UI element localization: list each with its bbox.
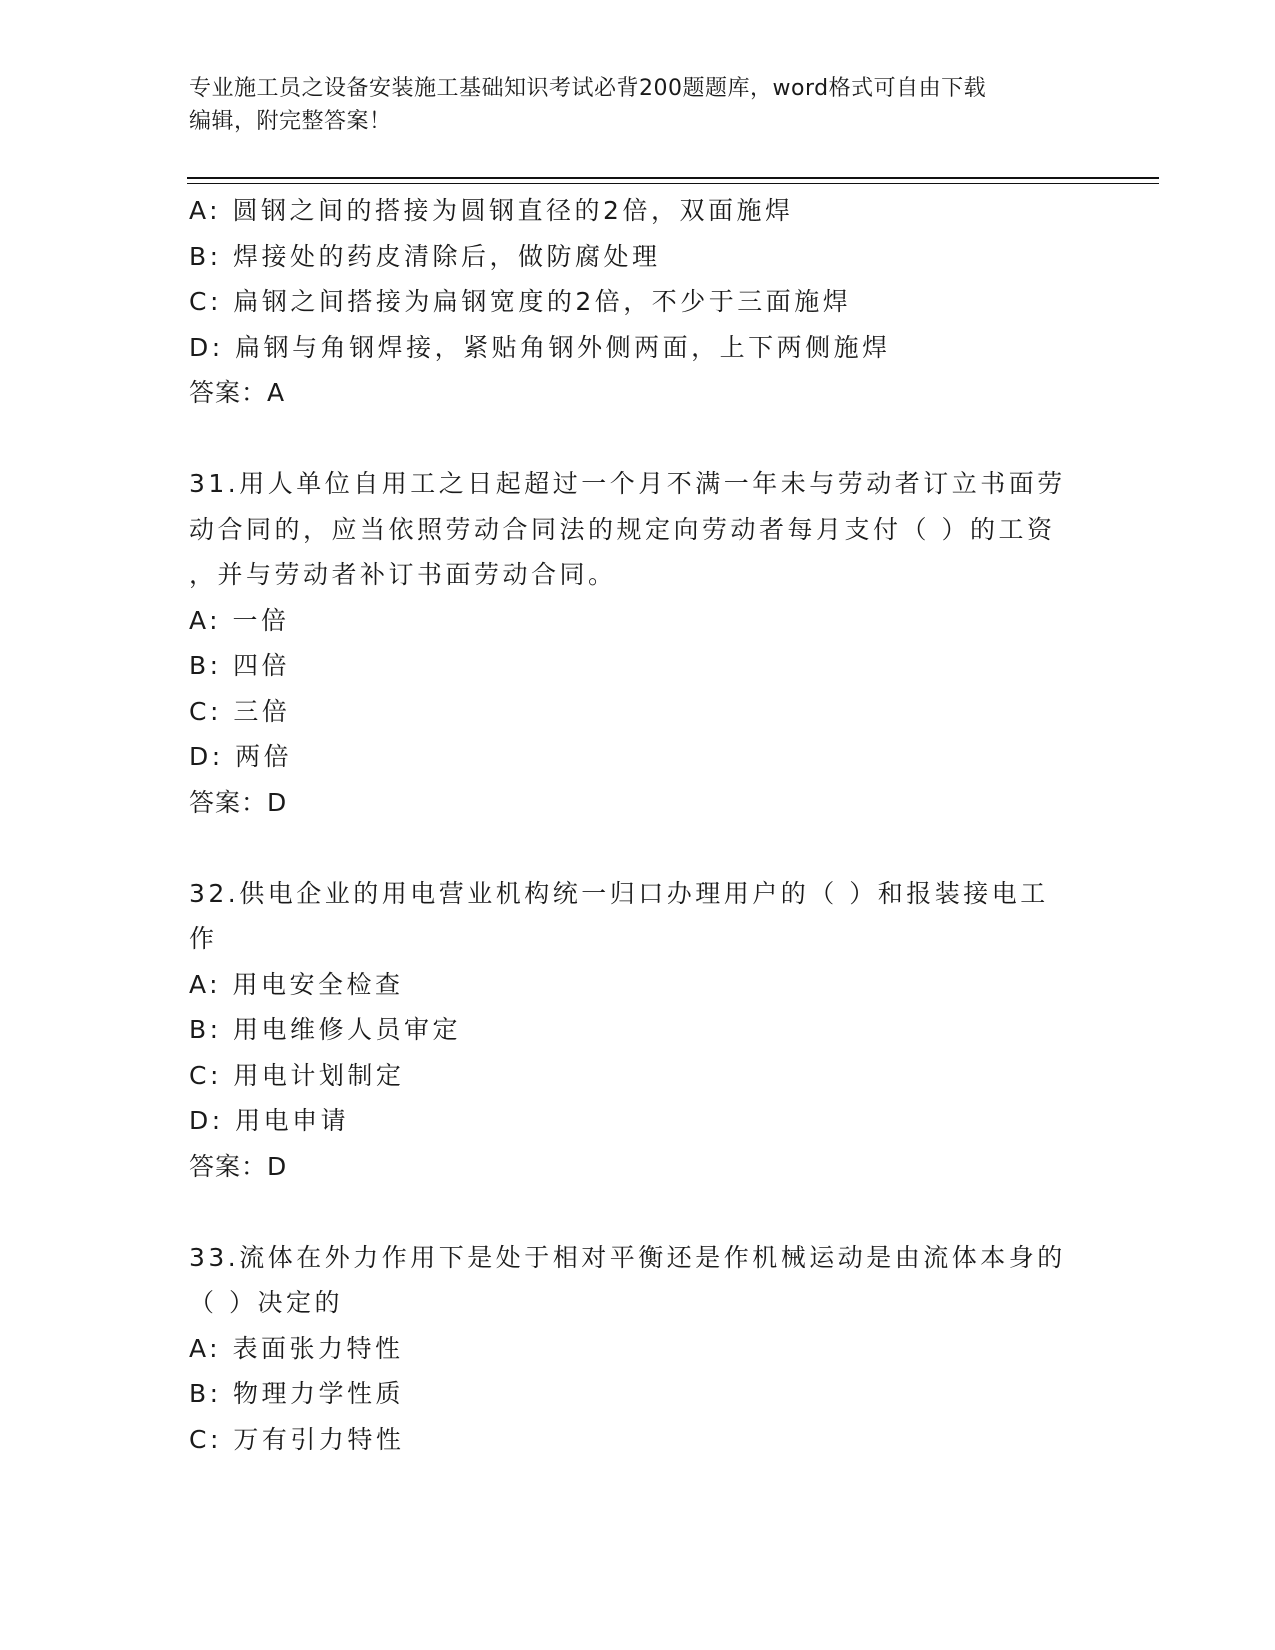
option-a: A: 一倍 <box>189 605 290 635</box>
option-d: D: 扁钢与角钢焊接，紧贴角钢外侧两面，上下两侧施焊 <box>189 332 891 362</box>
answer: 答案：A <box>189 378 286 407</box>
document-header <box>189 72 1089 138</box>
spacer <box>189 416 1089 462</box>
header-divider-thick <box>187 177 1159 179</box>
question-stem-line: 33.流体在外力作用下是处于相对平衡还是作机械运动是由流体本身的 <box>189 1242 1066 1272</box>
question-30 <box>189 188 1089 416</box>
option-b: B: 焊接处的药皮清除后，做防腐处理 <box>189 241 661 271</box>
question-stem-line: ，并与劳动者补订书面劳动合同。 <box>189 560 617 589</box>
spacer <box>189 1189 1089 1235</box>
question-stem-line: 作 <box>189 924 218 953</box>
option-a: A: 圆钢之间的搭接为圆钢直径的2倍，双面施焊 <box>189 196 794 225</box>
option-b: B: 物理力学性质 <box>189 1379 405 1408</box>
question-list <box>189 188 1089 1462</box>
question-stem-line: 32.供电企业的用电营业机构统一归口办理用户的（ ）和报装接电工 <box>189 878 1049 908</box>
option-a: A: 用电安全检查 <box>189 969 404 999</box>
question-33 <box>189 1235 1089 1463</box>
option-d: D: 两倍 <box>189 742 293 771</box>
option-b: B: 四倍 <box>189 651 291 680</box>
header-divider-thin <box>187 183 1159 184</box>
question-stem-line: （ ）决定的 <box>189 1288 343 1317</box>
answer: 答案：D <box>189 787 288 817</box>
question-31 <box>189 461 1089 825</box>
option-b: B: 用电维修人员审定 <box>189 1015 462 1044</box>
option-c: C: 扁钢之间搭接为扁钢宽度的2倍，不少于三面施焊 <box>189 287 852 316</box>
header-line-1: 专业施工员之设备安装施工基础知识考试必背200题题库，word格式可自由下载 <box>189 76 987 101</box>
header-line-2: 编辑，附完整答案！ <box>189 109 392 134</box>
question-32 <box>189 871 1089 1190</box>
option-c: C: 万有引力特性 <box>189 1424 405 1454</box>
answer: 答案：D <box>189 1151 288 1181</box>
question-stem-line: 动合同的，应当依照劳动合同法的规定向劳动者每月支付（ ）的工资 <box>189 514 1056 544</box>
option-a: A: 表面张力特性 <box>189 1333 404 1363</box>
question-stem-line: 31.用人单位自用工之日起超过一个月不满一年未与劳动者订立书面劳 <box>189 469 1066 498</box>
option-d: D: 用电申请 <box>189 1106 350 1135</box>
option-c: C: 三倍 <box>189 696 291 726</box>
spacer <box>189 825 1089 871</box>
option-c: C: 用电计划制定 <box>189 1060 405 1090</box>
